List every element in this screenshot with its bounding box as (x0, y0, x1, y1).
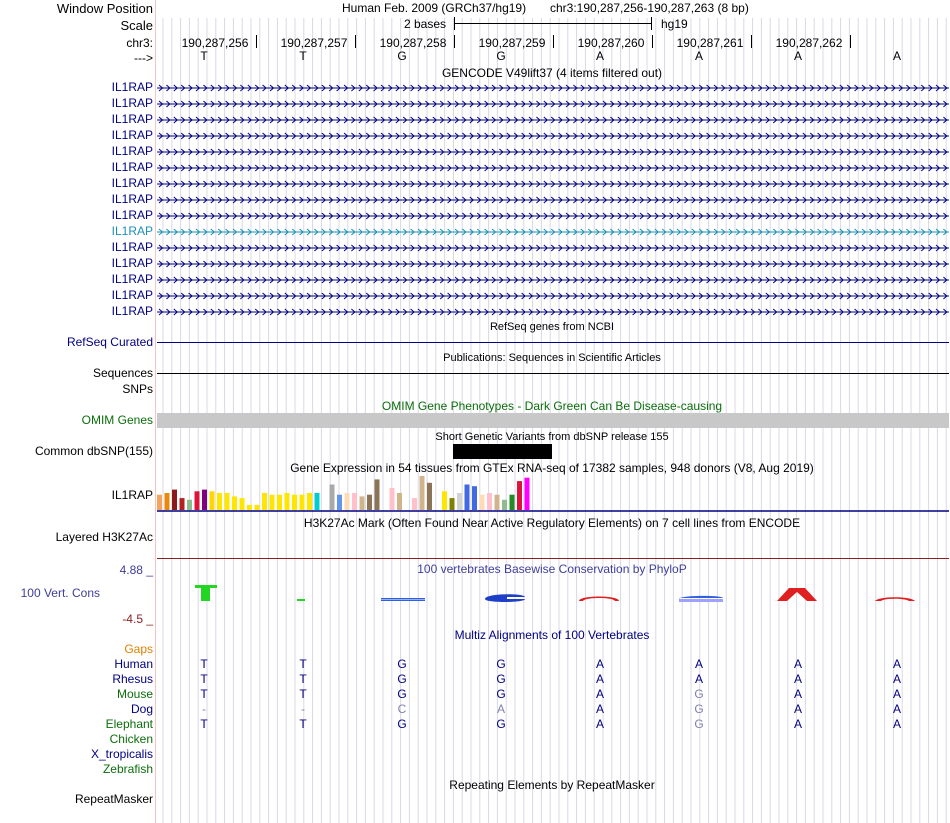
reference-base: T (200, 49, 208, 63)
reference-base: G (496, 49, 506, 63)
reference-base: A (595, 49, 605, 63)
gtex-tissue-bar[interactable] (255, 505, 260, 510)
multiz-base: T (200, 657, 208, 671)
phylop-logo-A-1 (579, 597, 619, 602)
gencode-transcript[interactable] (157, 258, 949, 268)
assembly-text: Human Feb. 2009 (GRCh37/hg19) (342, 1, 527, 15)
multiz-base: G (397, 687, 407, 701)
h3k27ac-title[interactable]: H3K27Ac Mark (Often Found Near Active Regulatory Elements) on 7 cell lines from ENCODE (303, 516, 801, 530)
multiz-species-label[interactable]: Mouse (116, 687, 153, 701)
coordinate-tick-label: 190,287,257 (280, 36, 348, 50)
multiz-base: G (496, 687, 506, 701)
gaps-label: Gaps (124, 642, 153, 656)
phylop-logo-T-2 (297, 599, 305, 601)
gencode-row-label[interactable]: IL1RAP (111, 96, 153, 110)
multiz-base: A (793, 672, 803, 686)
multiz-base: A (793, 717, 803, 731)
multiz-base: - (202, 702, 206, 716)
gtex-tissue-bar[interactable] (330, 485, 335, 511)
gencode-strand-arrows (157, 259, 949, 269)
snps-label[interactable]: SNPs (122, 382, 153, 396)
gtex-tissue-bar[interactable] (442, 491, 447, 510)
gencode-strand-arrows (157, 147, 949, 157)
multiz-base: A (892, 687, 902, 701)
gtex-tissue-bar[interactable] (180, 498, 185, 510)
gencode-strand-arrows (157, 291, 949, 301)
multiz-base: A (892, 702, 902, 716)
gtex-tissue-bar[interactable] (487, 493, 492, 510)
gtex-tissue-bar[interactable] (300, 495, 305, 510)
gencode-transcript[interactable] (157, 114, 949, 124)
gencode-strand-arrows (157, 195, 949, 205)
multiz-species-label[interactable]: X_tropicalis (90, 747, 153, 761)
multiz-base: A (694, 672, 704, 686)
multiz-base: A (892, 657, 902, 671)
multiz-base: A (595, 672, 605, 686)
gtex-tissue-bar[interactable] (390, 488, 395, 510)
scale-text: 2 bases (404, 17, 447, 31)
multiz-base: A (892, 717, 902, 731)
gencode-row-label[interactable]: IL1RAP (111, 192, 153, 206)
gtex-tissue-bar[interactable] (457, 493, 462, 510)
gtex-tissue-bar[interactable] (172, 490, 177, 510)
multiz-base: A (892, 672, 902, 686)
scale-bar (454, 23, 652, 24)
publications-line[interactable] (157, 373, 949, 374)
gencode-strand-arrows (157, 307, 949, 317)
multiz-base: G (496, 657, 506, 671)
gtex-title[interactable]: Gene Expression in 54 tissues from GTEx RNA-seq of 17382 samples, 948 donors (V8, Aug 2019) (290, 461, 814, 475)
gencode-transcript[interactable] (157, 194, 949, 204)
coordinate-tick (751, 35, 752, 48)
refseq-title[interactable]: RefSeq genes from NCBI (489, 321, 615, 333)
omim-label[interactable]: OMIM Genes (81, 413, 153, 427)
gencode-row-label[interactable]: IL1RAP (111, 288, 153, 302)
gtex-tissue-bar[interactable] (187, 500, 192, 510)
gtex-tissue-bar[interactable] (270, 495, 275, 510)
publications-label[interactable]: Sequences (92, 366, 153, 380)
gtex-tissue-bar[interactable] (232, 496, 237, 510)
phylop-logo[interactable] (157, 578, 949, 604)
coordinate-tick (355, 35, 356, 48)
phylop-logo-A-3 (875, 597, 915, 601)
gencode-transcript[interactable] (157, 306, 949, 316)
publications-title[interactable]: Publications: Sequences in Scientific Articles (443, 352, 661, 364)
phylop-label[interactable]: 100 Vert. Cons (20, 586, 100, 600)
gencode-strand-arrows (157, 211, 949, 221)
coordinate-tick-label: 190,287,261 (676, 36, 744, 50)
gtex-tissue-bar[interactable] (195, 491, 200, 510)
gencode-strand-arrows (157, 179, 949, 189)
gtex-tissue-bar[interactable] (367, 495, 372, 510)
gtex-tissue-bar[interactable] (480, 495, 485, 510)
multiz-base: G (694, 717, 704, 731)
multiz-base: - (301, 702, 305, 716)
phylop-logo-G-1 (381, 598, 425, 601)
phylop-ymin: -4.5 _ (122, 612, 153, 626)
gtex-tissue-bar[interactable] (217, 493, 222, 510)
gtex-tissue-bar[interactable] (525, 478, 530, 510)
gtex-tissue-bar[interactable] (450, 498, 455, 510)
gencode-row-label[interactable]: IL1RAP (111, 256, 153, 270)
multiz-base: T (299, 687, 307, 701)
multiz-base: T (200, 672, 208, 686)
scale-db: hg19 (661, 17, 688, 31)
multiz-base: C (397, 702, 407, 716)
scale-bar-left-tick (454, 17, 455, 30)
gencode-transcript[interactable] (157, 130, 949, 140)
gtex-tissue-bar[interactable] (285, 493, 290, 510)
omim-gene-bar[interactable] (157, 413, 949, 428)
gencode-row-label[interactable]: IL1RAP (111, 112, 153, 126)
gencode-transcript[interactable] (157, 290, 949, 300)
coordinate-tick-label: 190,287,259 (478, 36, 546, 50)
omim-title[interactable]: OMIM Gene Phenotypes - Dark Green Can Be Disease-causing (381, 399, 723, 413)
gtex-tissue-bar[interactable] (472, 486, 477, 510)
reference-base: A (793, 49, 803, 63)
repeatmasker-title[interactable]: Repeating Elements by RepeatMasker (449, 778, 655, 792)
multiz-base: G (496, 717, 506, 731)
phylop-logo-A-2 (777, 588, 817, 601)
multiz-base: A (595, 687, 605, 701)
gtex-label[interactable]: IL1RAP (111, 488, 153, 502)
multiz-base: G (397, 717, 407, 731)
gencode-row-label[interactable]: IL1RAP (111, 176, 153, 190)
multiz-species-label[interactable]: Dog (130, 702, 153, 716)
coordinate-tick (850, 35, 851, 48)
multiz-base: A (793, 657, 803, 671)
gtex-tissue-bar[interactable] (157, 495, 162, 510)
left-gutter-border (155, 0, 156, 823)
gencode-row-label[interactable]: IL1RAP (111, 128, 153, 142)
gtex-tissue-bar[interactable] (397, 493, 402, 510)
gtex-tissue-bar[interactable] (495, 495, 500, 510)
multiz-species-label[interactable]: Zebrafish (102, 762, 153, 776)
gtex-tissue-bar[interactable] (247, 505, 252, 510)
gtex-tissue-bar[interactable] (345, 493, 350, 510)
coordinate-tick-label: 190,287,256 (181, 36, 249, 50)
gtex-tissue-bar[interactable] (240, 498, 245, 510)
dbsnp-variant[interactable] (453, 444, 552, 459)
multiz-base: G (694, 687, 704, 701)
gtex-tissue-bar[interactable] (360, 496, 365, 510)
multiz-title[interactable]: Multiz Alignments of 100 Vertebrates (454, 628, 650, 642)
refseq-label[interactable]: RefSeq Curated (66, 335, 153, 349)
phylop-logo-G-3 (679, 596, 723, 602)
multiz-base: A (595, 717, 605, 731)
gtex-tissue-bar[interactable] (262, 493, 267, 510)
gencode-transcript[interactable] (157, 98, 949, 108)
multiz-base: A (694, 657, 704, 671)
gtex-tissue-bar[interactable] (465, 485, 470, 511)
gtex-tissue-bar[interactable] (292, 495, 297, 510)
coordinate-tick (256, 35, 257, 48)
multiz-base: G (694, 702, 704, 716)
multiz-base: A (595, 657, 605, 671)
gencode-transcript[interactable] (157, 210, 949, 220)
gencode-strand-arrows (157, 83, 949, 93)
coordinate-tick-label: 190,287,258 (379, 36, 447, 50)
gencode-strand-arrows (157, 243, 949, 253)
coordinate-tick-label: 190,287,262 (775, 36, 843, 50)
multiz-species-label[interactable]: Rhesus (112, 672, 153, 686)
gencode-row-label[interactable]: IL1RAP (111, 224, 153, 238)
gencode-row-label[interactable]: IL1RAP (111, 80, 153, 94)
window-position-label: Window Position (56, 1, 153, 16)
h3k27ac-label[interactable]: Layered H3K27Ac (55, 530, 153, 544)
refseq-gene-line[interactable] (157, 342, 949, 343)
multiz-base: T (299, 717, 307, 731)
coordinate-tick (553, 35, 554, 48)
multiz-base: T (299, 672, 307, 686)
multiz-base: T (200, 687, 208, 701)
dbsnp-label[interactable]: Common dbSNP(155) (34, 444, 153, 458)
gencode-row-label[interactable]: IL1RAP (111, 160, 153, 174)
gtex-tissue-bar[interactable] (210, 491, 215, 510)
gtex-tissue-bar[interactable] (225, 493, 230, 510)
scale-bar-right-tick (651, 17, 652, 30)
scale-label: Scale (120, 18, 153, 33)
gencode-row-label[interactable]: IL1RAP (111, 304, 153, 318)
reference-base: T (299, 49, 307, 63)
multiz-base: A (496, 702, 506, 716)
multiz-base: A (793, 687, 803, 701)
strand-label: ---> (134, 51, 153, 65)
gencode-strand-arrows (157, 115, 949, 125)
gtex-tissue-bar[interactable] (510, 495, 515, 510)
gencode-transcript[interactable] (157, 178, 949, 188)
gtex-tissue-bar[interactable] (202, 490, 207, 510)
gencode-strand-arrows (157, 99, 949, 109)
coordinate-tick-label: 190,287,260 (577, 36, 645, 50)
gencode-transcript[interactable] (157, 82, 949, 92)
gtex-tissue-bar[interactable] (375, 479, 380, 510)
gencode-transcript[interactable] (157, 162, 949, 172)
gtex-tissue-bar[interactable] (517, 481, 522, 510)
phylop-logo-T-1 (195, 585, 217, 601)
multiz-base: G (397, 672, 407, 686)
multiz-base: T (299, 657, 307, 671)
gencode-strand-arrows (157, 131, 949, 141)
gtex-tissue-bar[interactable] (337, 495, 342, 510)
gencode-row-label[interactable]: IL1RAP (111, 144, 153, 158)
gencode-transcript[interactable] (157, 146, 949, 156)
phylop-logo-G-2 (485, 594, 525, 602)
multiz-base: T (200, 717, 208, 731)
reference-base: A (892, 49, 902, 63)
gtex-tissue-bar[interactable] (315, 493, 320, 510)
gencode-strand-arrows (157, 163, 949, 173)
gtex-bar-chart[interactable] (157, 476, 949, 512)
multiz-base: A (793, 702, 803, 716)
gtex-tissue-bar[interactable] (165, 493, 170, 510)
dbsnp-title[interactable]: Short Genetic Variants from dbSNP release 155 (435, 431, 669, 443)
gencode-transcript[interactable] (157, 274, 949, 284)
multiz-base: A (595, 702, 605, 716)
multiz-species-label[interactable]: Elephant (105, 717, 153, 731)
gencode-row-label[interactable]: IL1RAP (111, 240, 153, 254)
reference-base: A (694, 49, 704, 63)
multiz-base: G (397, 657, 407, 671)
multiz-base: G (496, 672, 506, 686)
multiz-species-label[interactable]: Human (114, 657, 153, 671)
repeatmasker-label[interactable]: RepeatMasker (74, 792, 153, 806)
position-text: chr3:190,287,256-190,287,263 (8 bp) (550, 1, 749, 15)
gencode-row-label[interactable]: IL1RAP (111, 272, 153, 286)
coordinate-tick (454, 35, 455, 48)
chr-label: chr3: (126, 36, 153, 50)
gtex-tissue-bar[interactable] (307, 493, 312, 510)
multiz-species-label[interactable]: Chicken (109, 732, 153, 746)
gencode-strand-arrows (157, 227, 949, 237)
gencode-row-label[interactable]: IL1RAP (111, 208, 153, 222)
phylop-ymax: 4.88 _ (119, 563, 153, 577)
gtex-tissue-bar[interactable] (352, 493, 357, 510)
reference-base: G (397, 49, 407, 63)
phylop-title[interactable]: 100 vertebrates Basewise Conservation by PhyloP (417, 562, 687, 576)
gencode-transcript[interactable] (157, 242, 949, 252)
gtex-tissue-bar[interactable] (277, 495, 282, 510)
gencode-strand-arrows (157, 275, 949, 285)
gtex-tissue-bar[interactable] (412, 498, 417, 510)
gencode-title[interactable]: GENCODE V49lift37 (4 items filtered out) (441, 66, 663, 80)
gtex-tissue-bar[interactable] (427, 483, 432, 510)
gencode-transcript[interactable] (157, 226, 949, 236)
h3k27ac-baseline[interactable] (157, 558, 949, 559)
gtex-tissue-bar[interactable] (420, 476, 425, 510)
gtex-tissue-bar[interactable] (502, 500, 507, 510)
coordinate-tick (652, 35, 653, 48)
